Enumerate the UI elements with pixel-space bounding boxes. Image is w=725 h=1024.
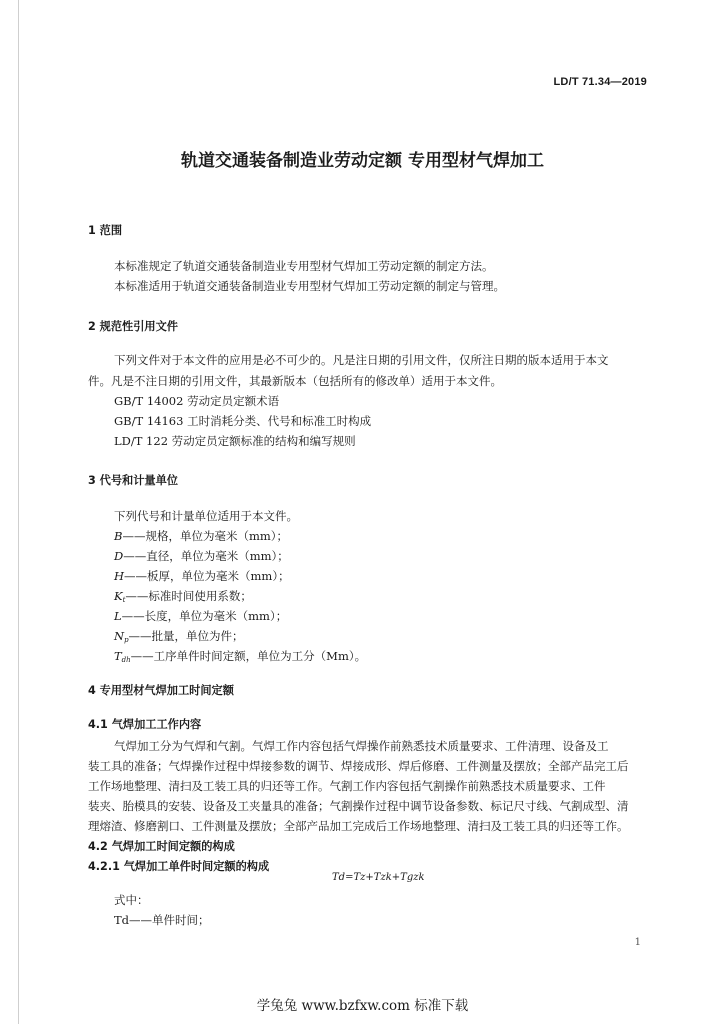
section-2-para-line: 下列文件对于本文件的应用是必不可少的。凡是注日期的引用文件，仅所注日期的版本适用于本文 (114, 353, 609, 367)
td-definition: Td——单件时间； (114, 913, 210, 927)
section-4-2-1-heading: 4.2.1 气焊加工单件时间定额的构成 (88, 860, 270, 873)
symbol-definition: D——直径，单位为毫米（mm）； (114, 549, 289, 563)
section-3-heading: 3 代号和计量单位 (88, 474, 178, 487)
section-1-line: 本标准适用于轨道交通装备制造业专用型材气焊加工劳动定额的制定与管理。 (114, 279, 505, 293)
page-number: 1 (634, 937, 641, 948)
symbol-definition: $T_{dh}——$工序单件时间定额，单位为工分（Mm）。 (114, 649, 367, 664)
symbol-definition: L——长度，单位为毫米（mm）； (114, 609, 288, 623)
section-2-para-line: 件。凡是不注日期的引用文件，其最新版本（包括所有的修改单）适用于本文件。 (88, 374, 502, 388)
where-label: 式中： (114, 893, 149, 907)
section-4-1-line: 气焊加工分为气焊和气割。气焊工作内容包括气焊操作前熟悉技术质量要求、工件清理、设备及工 (114, 739, 609, 753)
section-1-line: 本标准规定了轨道交通装备制造业专用型材气焊加工劳动定额的制定方法。 (114, 259, 494, 273)
section-1-heading: 1 范围 (88, 224, 123, 237)
section-2-heading: 2 规范性引用文件 (88, 320, 178, 333)
section-4-1-line: 工作场地整理、清扫及工装工具的归还等工作。气割工作内容包括气割操作前熟悉技术质量要求、工件 (88, 779, 606, 793)
normative-reference: GB/T 14163 工时消耗分类、代号和标准工时构成 (114, 414, 372, 428)
section-4-1-line: 理熔渣、修磨割口、工件测量及摆放；全部产品加工完成后工作场地整理、清扫及工装工具的归还等工作。 (88, 819, 629, 833)
section-4-1-line: 装夹、胎模具的安装、设备及工夹量具的准备；气割操作过程中调节设备参数、标记尺寸线、气割成型、清 (88, 799, 629, 813)
symbol-definition: $N_p——$批量，单位为件； (114, 629, 244, 644)
symbol-definition: $K_t——$标准时间使用系数； (114, 589, 252, 604)
section-3-intro: 下列代号和计量单位适用于本文件。 (114, 509, 298, 523)
normative-reference: GB/T 14002 劳动定员定额术语 (114, 394, 280, 408)
section-4-heading: 4 专用型材气焊加工时间定额 (88, 684, 234, 697)
section-4-1-line: 装工具的准备；气焊操作过程中焊接参数的调节、焊接成形、焊后修磨、工件测量及摆放；全部产品完工后 (88, 759, 629, 773)
standard-code: LD/T 71.34—2019 (553, 76, 647, 88)
time-formula: Td=Tz+Tzk+Tgzk (332, 872, 425, 883)
normative-reference: LD/T 122 劳动定员定额标准的结构和编写规则 (114, 434, 356, 448)
symbol-definition: B——规格，单位为毫米（mm）； (114, 529, 289, 543)
section-4-1-heading: 4.1 气焊加工工作内容 (88, 718, 202, 731)
symbol-definition: H——板厚，单位为毫米（mm）； (114, 569, 290, 583)
section-4-2-heading: 4.2 气焊加工时间定额的构成 (88, 840, 235, 853)
site-footer[interactable]: 学兔兔 www.bzfxw.com 标准下载 (256, 998, 469, 1014)
document-title: 轨道交通装备制造业劳动定额 专用型材气焊加工 (181, 151, 544, 171)
